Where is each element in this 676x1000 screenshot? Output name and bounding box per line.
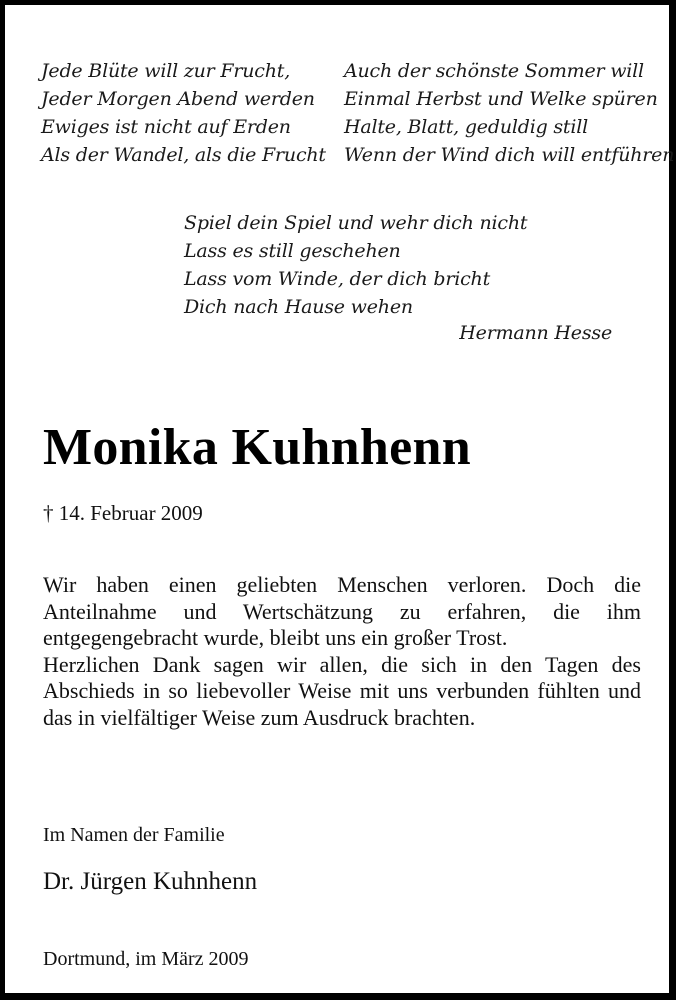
signer-name: Dr. Jürgen Kuhnhenn <box>43 868 258 895</box>
place-and-date: Dortmund, im März 2009 <box>43 948 249 970</box>
poem-stanza-right <box>344 57 674 169</box>
poem-line: Halte, Blatt, geduldig still <box>344 116 588 138</box>
poem-line: Jeder Morgen Abend werden <box>41 88 315 110</box>
closing-greeting: Im Namen der Familie <box>43 824 225 846</box>
poem-line: Ewiges ist nicht auf Erden <box>41 116 291 138</box>
poem-line: Als der Wandel, als die Frucht <box>41 144 326 166</box>
death-date: 14. Februar 2009 <box>58 501 203 525</box>
poem-line: Wenn der Wind dich will entführen <box>344 144 675 166</box>
poem-line: Lass vom Winde, der dich bricht <box>184 268 491 290</box>
poem-stanza-center <box>184 209 527 321</box>
poem-line: Spiel dein Spiel und wehr dich nicht <box>184 212 528 234</box>
death-date-line <box>43 499 203 527</box>
poem-line: Einmal Herbst und Welke spüren <box>344 88 658 110</box>
poem-stanza-left <box>41 57 326 169</box>
thank-you-message <box>43 572 641 731</box>
obituary-notice <box>5 5 675 993</box>
cross-icon: † <box>43 501 54 525</box>
poem-author: Hermann Hesse <box>459 322 612 344</box>
poem-line: Jede Blüte will zur Frucht, <box>41 60 291 82</box>
message-paragraph: Herzlichen Dank sagen wir allen, die sich in den Tagen des Abschieds in so liebevoller Weise mit uns verbunden fühlten und das in vielfältiger Weise zum Ausdruck brachten. <box>43 651 641 730</box>
poem-line: Auch der schönste Sommer will <box>344 60 644 82</box>
poem-line: Dich nach Hause wehen <box>184 296 413 318</box>
deceased-name: Monika Kuhnhenn <box>43 419 471 476</box>
poem-line: Lass es still geschehen <box>184 240 401 262</box>
message-paragraph: Wir haben einen geliebten Menschen verloren. Doch die Anteilnahme und Wertschätzung zu erfahren, die ihm entgegengebracht wurde, bleibt uns ein großer Trost. <box>43 572 641 650</box>
